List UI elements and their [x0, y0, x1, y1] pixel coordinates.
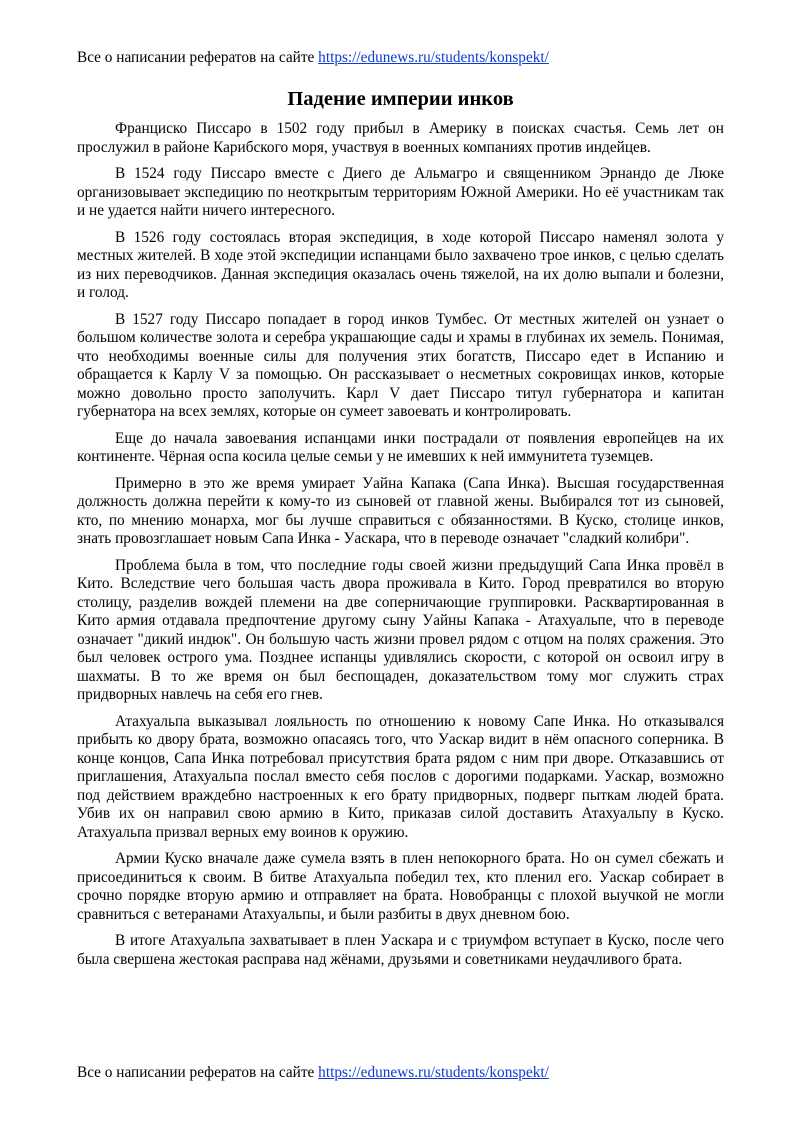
paragraph: В итоге Атахуальпа захватывает в плен Уаскара и с триумфом вступает в Куско, после чего была свершена жестокая расправа над жёнами, друзьями и советниками неудачливого брата. — [77, 932, 724, 968]
paragraph: В 1527 году Писсаро попадает в город инков Тумбес. От местных жителей он узнает о большом количестве золота и серебра украшающие сады и храмы в глубинах их земель. Понимая, что необходимы военные силы для получения этих богатств, Писсаро едет в Испанию и обращается к Карлу V за помощью. Он рассказывает о несметных сокровищах инков, которые можно довольно просто заполучить. Карл V дает Писсаро титул губернатора и капитан губернатора на всех землях, которые он сумеет завоевать и контролировать. — [77, 310, 724, 420]
paragraph: В 1524 году Писсаро вместе с Диего де Альмагро и священником Эрнандо де Люке организовывает экспедицию по неоткрытым территориям Южной Америки. Но её участникам так и не удается найти ничего интересного. — [77, 165, 724, 219]
footer-link[interactable]: https://edunews.ru/students/konspekt/ — [318, 1064, 549, 1081]
paragraph: Атахуальпа выказывал лояльность по отношению к новому Сапе Инка. Но отказывался прибыть ко двору брата, возможно опасаясь того, что Уаскар видит в нём опасного соперника. В конце концов, Сапа Инка потребовал присутствия брата рядом с ним при дворе. Отказавшись от приглашения, Атахуальпа послал вместо себя послов с дорогими подарками. Уаскар, возможно под действием враждебно настроенных к его брату придворных, подверг пыткам людей брата. Убив их он направил свою армию в Кито, приказав силой доставить Атахуальпу в Куско. Атахуальпа призвал верных ему воинов к оружию. — [77, 712, 724, 841]
footer-text: Все о написании рефератов на сайте — [77, 1064, 319, 1081]
document-title: Падение империи инков — [287, 88, 514, 110]
paragraph: Армии Куско вначале даже сумела взять в плен непокорного брата. Но он сумел сбежать и присоединиться к своим. В битве Атахуальпа победил тех, кто пленил его. Уаскар собирает в срочно порядке вторую армию и отправляет на брата. Новобранцы с плохой выучкой не могли сравниться с ветеранами Атахуальпы, и были разбиты в двух дневном бою. — [77, 850, 724, 923]
page-header — [77, 49, 727, 67]
paragraph: В 1526 году состоялась вторая экспедиция, в ходе которой Писсаро наменял золота у местных жителей. В ходе этой экспедиции испанцами было захвачено трое инков, с целью сделать из них переводчиков. Данная экспедиция оказалась очень тяжелой, на их долю выпали и болезни, и голод. — [77, 228, 724, 301]
header-link[interactable]: https://edunews.ru/students/konspekt/ — [318, 49, 549, 66]
page-footer — [77, 1064, 727, 1082]
document-body — [77, 86, 724, 977]
paragraph: Примерно в это же время умирает Уайна Капака (Сапа Инка). Высшая государственная должность должна перейти к кому-то из сыновей от главной жены. Выбирался тот из сыновей, кто, по мнению монарха, мог бы лучше справиться с обязанностями. В Куско, столице инков, знать провозглашает новым Сапа Инка - Уаскара, что в переводе означает "сладкий колибри". — [77, 474, 724, 547]
paragraph: Еще до начала завоевания испанцами инки пострадали от появления европейцев на их континенте. Чёрная оспа косила целые семьи у не имевших к ней иммунитета туземцев. — [77, 429, 724, 465]
paragraph: Проблема была в том, что последние годы своей жизни предыдущий Сапа Инка провёл в Кито. Вследствие чего большая часть двора проживала в Кито. Город превратился во вторую столицу, разделив вождей племени на две соперничающие группировки. Расквартированная в Кито армия отдавала предпочтение другому сыну Уайны Капака - Атахуальпе, что в переводе означает "дикий индюк". Он большую часть жизни провел рядом с отцом на полях сражения. Это был человек острого ума. Позднее испанцы удивлялись скорости, с которой он освоил игру в шахматы. В то же время он был беспощаден, доказательством тому мог служить страх придворных навлечь на себя его гнев. — [77, 556, 724, 703]
header-text: Все о написании рефератов на сайте — [77, 49, 319, 66]
paragraph: Франциско Писсаро в 1502 году прибыл в Америку в поисках счастья. Семь лет он прослужил в районе Карибского моря, участвуя в военных компаниях против индейцев. — [77, 120, 724, 156]
